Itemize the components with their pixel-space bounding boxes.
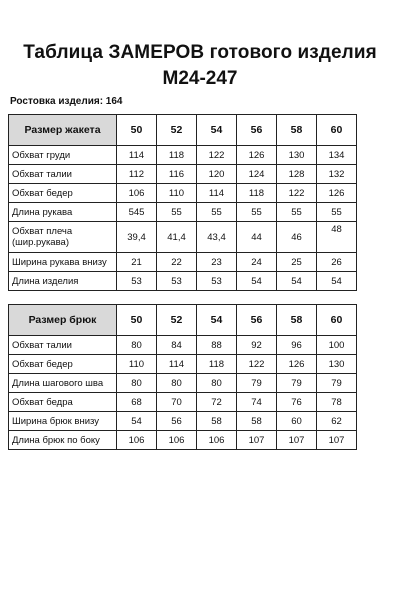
measurement-cell: 54 [237, 272, 277, 291]
measurement-cell: 118 [197, 355, 237, 374]
row-label: Обхват плеча (шир.рукава) [9, 222, 117, 253]
measurement-cell: 114 [197, 184, 237, 203]
row-label: Обхват бедер [9, 184, 117, 203]
measurement-cell: 55 [237, 203, 277, 222]
measurement-cell: 107 [317, 431, 357, 450]
measurement-cell: 79 [237, 374, 277, 393]
measurement-cell: 130 [317, 355, 357, 374]
table-row [9, 272, 357, 291]
row-label: Длина изделия [9, 272, 117, 291]
measurement-cell: 126 [277, 355, 317, 374]
measurement-cell: 80 [117, 374, 157, 393]
measurement-cell: 26 [317, 253, 357, 272]
measurement-cell: 106 [157, 431, 197, 450]
table-row [9, 374, 357, 393]
measurement-cell: 126 [317, 184, 357, 203]
measurement-cell: 106 [197, 431, 237, 450]
measurement-cell: 80 [157, 374, 197, 393]
measurement-cell: 25 [277, 253, 317, 272]
measurement-cell: 120 [197, 165, 237, 184]
measurement-cell: 96 [277, 336, 317, 355]
measurement-cell: 126 [237, 146, 277, 165]
jacket-size-header: 54 [197, 115, 237, 146]
measurement-cell: 100 [317, 336, 357, 355]
measurement-cell: 54 [117, 412, 157, 431]
table-row [9, 412, 357, 431]
measurement-cell: 74 [237, 393, 277, 412]
pants-size-header: 56 [237, 305, 277, 336]
table-row [9, 393, 357, 412]
measurement-cell: 70 [157, 393, 197, 412]
measurement-cell: 112 [117, 165, 157, 184]
measurement-cell: 84 [157, 336, 197, 355]
measurement-cell: 122 [237, 355, 277, 374]
row-label: Обхват талии [9, 165, 117, 184]
measurement-cell: 22 [157, 253, 197, 272]
measurement-cell: 55 [317, 203, 357, 222]
pants-size-header: 50 [117, 305, 157, 336]
pants-measurements-table [8, 304, 357, 450]
measurement-cell: 79 [317, 374, 357, 393]
measurement-cell: 54 [317, 272, 357, 291]
table-row [9, 336, 357, 355]
measurement-cell: 54 [277, 272, 317, 291]
measurement-cell: 44 [237, 222, 277, 253]
model-code: М24-247 [162, 68, 238, 89]
jacket-size-header: 56 [237, 115, 277, 146]
table-row [9, 431, 357, 450]
row-label: Длина рукава [9, 203, 117, 222]
height-label: Ростовка изделия: 164 [10, 96, 123, 107]
measurement-cell: 68 [117, 393, 157, 412]
measurement-cell: 78 [317, 393, 357, 412]
measurement-cell: 88 [197, 336, 237, 355]
measurement-cell: 53 [117, 272, 157, 291]
measurement-cell: 110 [117, 355, 157, 374]
jacket-header-row [9, 115, 357, 146]
measurement-cell: 21 [117, 253, 157, 272]
measurement-cell: 72 [197, 393, 237, 412]
measurement-cell: 116 [157, 165, 197, 184]
measurement-cell: 106 [117, 184, 157, 203]
page-title: Таблица ЗАМЕРОВ готового изделия [23, 42, 377, 63]
measurement-cell: 545 [117, 203, 157, 222]
measurement-cell: 80 [197, 374, 237, 393]
measurement-cell: 43,4 [197, 222, 237, 253]
jacket-header-label: Размер жакета [9, 115, 117, 146]
measurement-cell: 53 [157, 272, 197, 291]
measurement-cell: 55 [277, 203, 317, 222]
measurement-cell: 56 [157, 412, 197, 431]
measurement-cell: 76 [277, 393, 317, 412]
jacket-size-header: 60 [317, 115, 357, 146]
pants-size-header: 60 [317, 305, 357, 336]
row-label: Обхват груди [9, 146, 117, 165]
table-row [9, 355, 357, 374]
measurement-cell: 92 [237, 336, 277, 355]
row-label: Длина шагового шва [9, 374, 117, 393]
measurement-cell: 128 [277, 165, 317, 184]
measurement-cell: 48 [317, 222, 357, 253]
measurement-cell: 60 [277, 412, 317, 431]
measurement-cell: 107 [277, 431, 317, 450]
jacket-size-header: 50 [117, 115, 157, 146]
pants-header-label: Размер брюк [9, 305, 117, 336]
measurement-cell: 130 [277, 146, 317, 165]
measurement-cell: 122 [277, 184, 317, 203]
row-label: Обхват бедра [9, 393, 117, 412]
measurement-cell: 58 [237, 412, 277, 431]
measurement-cell: 80 [117, 336, 157, 355]
measurement-cell: 114 [157, 355, 197, 374]
measurement-cell: 118 [237, 184, 277, 203]
measurement-cell: 124 [237, 165, 277, 184]
table-row [9, 222, 357, 253]
measurement-cell: 122 [197, 146, 237, 165]
table-row [9, 184, 357, 203]
pants-size-header: 58 [277, 305, 317, 336]
measurement-cell: 114 [117, 146, 157, 165]
measurement-cell: 39,4 [117, 222, 157, 253]
row-label: Длина брюк по боку [9, 431, 117, 450]
row-label: Обхват бедер [9, 355, 117, 374]
pants-header-row [9, 305, 357, 336]
pants-size-header: 52 [157, 305, 197, 336]
row-label: Обхват талии [9, 336, 117, 355]
table-row [9, 253, 357, 272]
measurement-cell: 107 [237, 431, 277, 450]
measurement-cell: 23 [197, 253, 237, 272]
measurement-cell: 106 [117, 431, 157, 450]
measurement-cell: 132 [317, 165, 357, 184]
jacket-size-header: 52 [157, 115, 197, 146]
measurement-cell: 79 [277, 374, 317, 393]
row-label: Ширина брюк внизу [9, 412, 117, 431]
measurement-cell: 58 [197, 412, 237, 431]
measurement-cell: 24 [237, 253, 277, 272]
measurement-cell: 55 [157, 203, 197, 222]
measurement-cell: 46 [277, 222, 317, 253]
measurement-cell: 118 [157, 146, 197, 165]
table-row [9, 146, 357, 165]
jacket-measurements-table [8, 114, 357, 291]
jacket-size-header: 58 [277, 115, 317, 146]
pants-size-header: 54 [197, 305, 237, 336]
measurement-cell: 55 [197, 203, 237, 222]
measurement-cell: 62 [317, 412, 357, 431]
measurement-cell: 53 [197, 272, 237, 291]
row-label: Ширина рукава внизу [9, 253, 117, 272]
measurement-cell: 134 [317, 146, 357, 165]
table-row [9, 203, 357, 222]
measurement-cell: 41,4 [157, 222, 197, 253]
table-row [9, 165, 357, 184]
measurement-cell: 110 [157, 184, 197, 203]
